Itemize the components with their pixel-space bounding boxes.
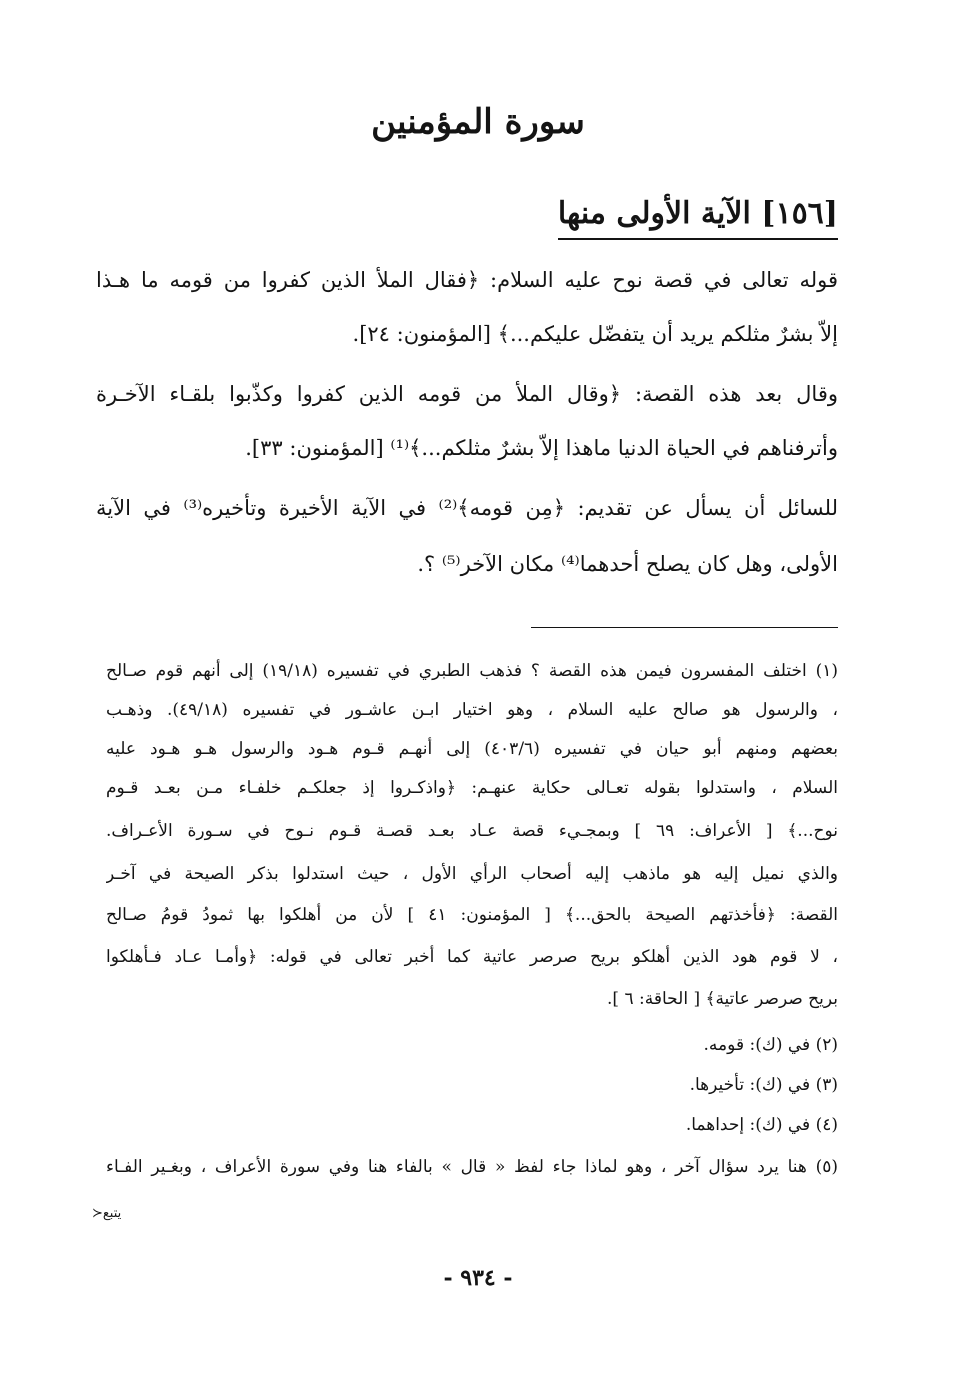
- footnote-1-line-9: بريح صرصر عاتية﴾ [ الحاقة: ٦ ].: [607, 989, 838, 1009]
- paragraph-3-line-2: الأولى، وهل كان يصلح أحدهما⁽⁴⁾ مكان الآخر⁽⁵⁾ ؟.: [417, 552, 838, 576]
- surah-title: سورة المؤمنين: [371, 102, 585, 142]
- footnote-1-line-7: القصة: ﴿فأخذتهم الصيحة بالحق...﴾ [ المؤمنون: ٤١ ] لأن من أهلكوا بها ثمودُ قومُ صـالح: [106, 905, 838, 925]
- footnote-1-line-8: ، لا قوم هود الذين أهلكو بريح صرصر عاتية كما أخبر تعالى في قوله: ﴿وأمـا عـاد فـأهلكوا: [106, 947, 838, 967]
- footnote-1-line-4: السلام ، واستدلوا بقوله تعـالى حكاية عنهـم: ﴿واذكـروا إذ جعلكـم خلفـاء مـن بعـد قـوم: [106, 778, 838, 798]
- paragraph-2-line-1: وقال بعد هذه القصة: ﴿وقال الملأ من قومه الذين كفروا وكذّبوا بلقـاء الآخـرة: [96, 382, 838, 406]
- footnote-1-line-1: (١) اختلف المفسرون فيمن هذه القصة ؟ فذهب الطبري في تفسيره (١٩/١٨) إلى أنهم قوم صـالح: [106, 661, 838, 681]
- footnote-3: (٣) في (ك): تأخيرها.: [689, 1075, 838, 1095]
- paragraph-1-line-2: إلاّ بشرٌ مثلكم يريد أن يتفضّل عليكم...﴾ [المؤمنون: ٢٤].: [352, 322, 838, 346]
- section-heading: [١٥٦] الآية الأولى منها: [558, 192, 838, 240]
- footnote-2: (٢) في (ك): قومه.: [703, 1035, 838, 1055]
- footnote-5: (٥) هنا يرد سؤال آخر ، وهو لماذا جاء لفظ « قال » بالفاء هنا وفي سورة الأعراف ، وبغـير الفـاء: [106, 1157, 838, 1177]
- paragraph-2-line-2: وأترفناهم في الحياة الدنيا ماهذا إلاّ بشرٌ مثلكم...﴾⁽¹⁾ [المؤمنون: ٣٣].: [245, 436, 838, 460]
- footnote-1-line-2: ، والرسول هو صالح عليه السلام ، وهو اختيار ابـن عاشـور في تفسيره (٤٩/١٨). وذهـب: [106, 700, 838, 720]
- paragraph-3-line-1: للسائل أن يسأل عن تقديم: ﴿مِن قومه﴾⁽²⁾ في الآية الأخيرة وتأخيره⁽³⁾ في الآية: [96, 496, 838, 520]
- footnote-1-line-5: نوح...﴾ [ الأعراف: ٦٩ ] وبمجـيء قصة عـاد بعـد قصـة قـوم نـوح في سـورة الأعـراف.: [106, 821, 838, 841]
- page-number: - ٩٣٤ -: [443, 1265, 513, 1291]
- footnote-1-line-6: والذي نميل إليه هو ماذهب إليه أصحاب الرأي الأول ، حيث استدلوا بذكر الصيحة في آخـر: [106, 864, 838, 884]
- footnote-separator: [531, 627, 838, 628]
- footnote-4: (٤) في (ك): إحداهما.: [685, 1115, 838, 1135]
- footnote-1-line-3: بعضهم ومنهم أبو حيان في تفسيره (٤٠٣/٦) إلى أنهـم قـوم هـود والرسول هـو هـود عليه: [106, 739, 838, 759]
- paragraph-1-line-1: قوله تعالى في قصة نوح عليه السلام: ﴿فقال الملأ الذين كفروا من قومه ما هـذا: [96, 268, 838, 292]
- continue-mark: يتبع≺: [92, 1206, 122, 1221]
